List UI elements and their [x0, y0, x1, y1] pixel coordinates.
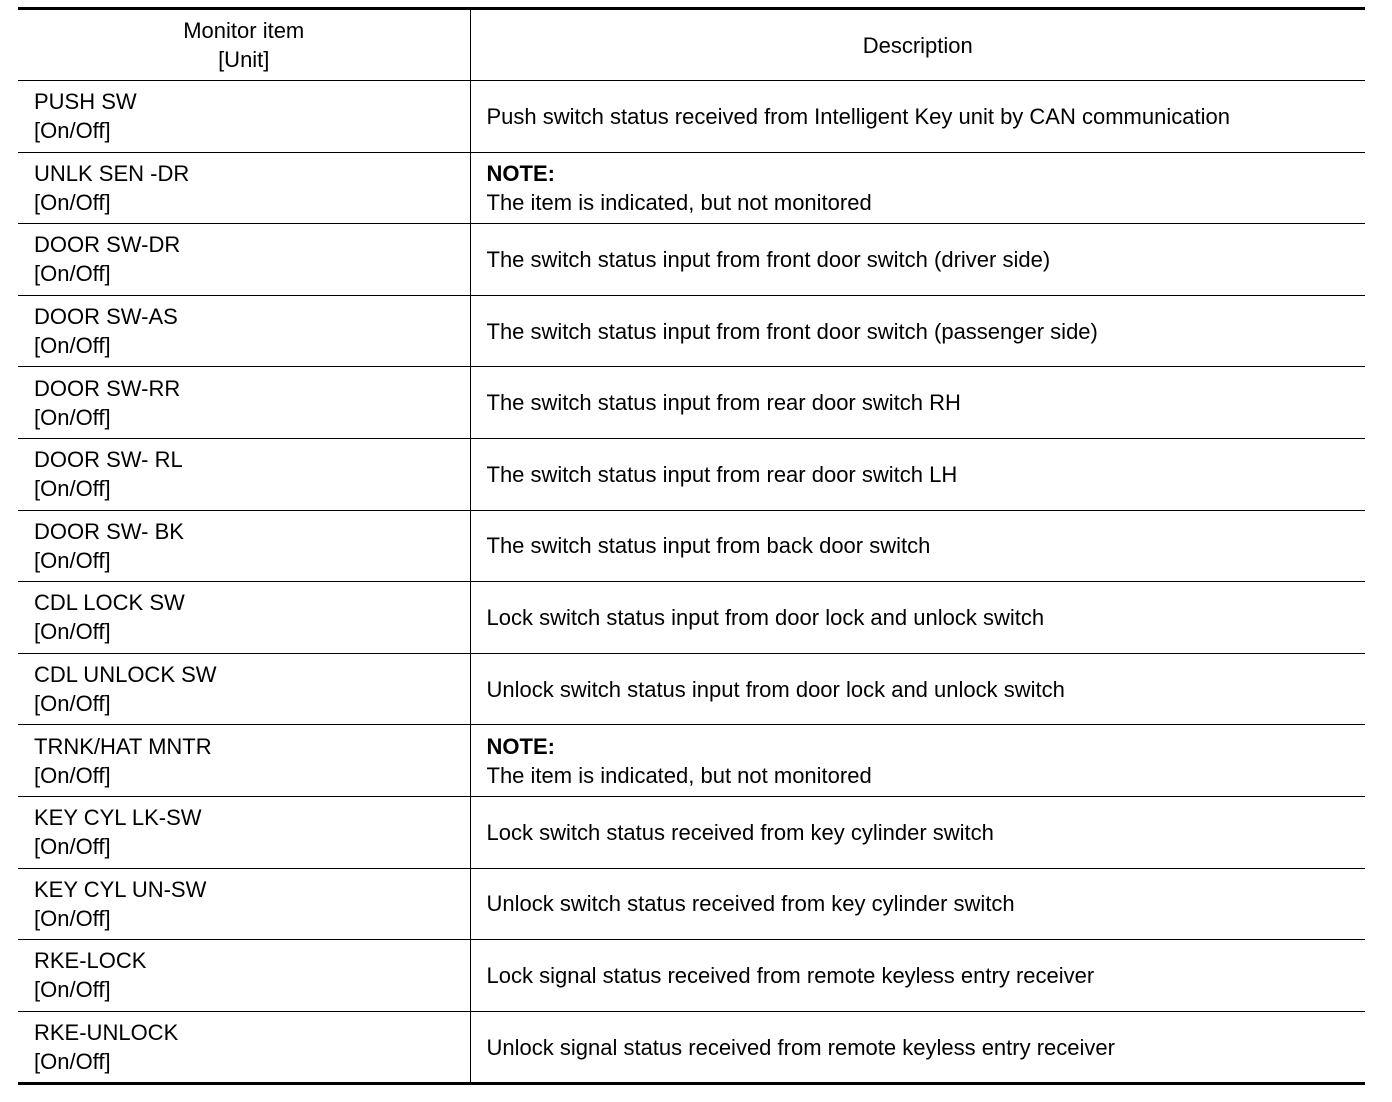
- table-row: [18, 796, 1365, 868]
- monitor-item-unit: [On/Off]: [34, 476, 111, 502]
- header-description-label: Description: [862, 32, 973, 58]
- monitor-item-unit: [On/Off]: [34, 189, 111, 215]
- monitor-item-name: DOOR SW-RR: [34, 375, 181, 401]
- description-text: The switch status input from front door switch (driver side): [486, 246, 1051, 272]
- description-cell: [470, 510, 1365, 582]
- monitor-item-name: RKE-LOCK: [34, 948, 147, 974]
- header-row: [18, 9, 1365, 81]
- description-cell: [470, 796, 1365, 868]
- description-text: The item is indicated, but not monitored: [486, 189, 872, 215]
- monitor-item-name: RKE-UNLOCK: [34, 1020, 179, 1046]
- monitor-item-cell: [18, 224, 470, 296]
- description-text: The item is indicated, but not monitored: [486, 762, 872, 788]
- table-row: [18, 868, 1365, 940]
- description-cell: [470, 868, 1365, 940]
- monitor-item-name: CDL UNLOCK SW: [34, 662, 217, 688]
- monitor-item-cell: [18, 510, 470, 582]
- monitor-item-cell: [18, 295, 470, 367]
- description-cell: [470, 940, 1365, 1012]
- monitor-item-name: CDL LOCK SW: [34, 590, 185, 616]
- monitor-item-unit: [On/Off]: [34, 118, 111, 144]
- description-text: Lock switch status received from key cylinder switch: [486, 819, 994, 845]
- monitor-item-name: TRNK/HAT MNTR: [34, 733, 212, 759]
- monitor-item-unit: [On/Off]: [34, 977, 111, 1003]
- description-cell: [470, 1011, 1365, 1084]
- monitor-item-cell: [18, 653, 470, 725]
- monitor-item-unit: [On/Off]: [34, 261, 111, 287]
- table-row: [18, 725, 1365, 797]
- table-row: [18, 295, 1365, 367]
- table-row: [18, 224, 1365, 296]
- description-cell: [470, 725, 1365, 797]
- description-text: The switch status input from rear door switch RH: [486, 390, 961, 416]
- header-unit-label: [Unit]: [218, 47, 270, 72]
- monitor-item-unit: [On/Off]: [34, 547, 111, 573]
- description-cell: [470, 152, 1365, 224]
- monitor-item-unit: [On/Off]: [34, 333, 111, 359]
- description-text: Unlock switch status received from key cylinder switch: [486, 891, 1015, 917]
- monitor-item-unit: [On/Off]: [34, 905, 111, 931]
- monitor-item-cell: [18, 367, 470, 439]
- monitor-item-unit: [On/Off]: [34, 1049, 111, 1075]
- description-cell: [470, 438, 1365, 510]
- monitor-item-name: DOOR SW-AS: [34, 304, 178, 330]
- monitor-item-name: DOOR SW- BK: [34, 518, 184, 544]
- monitor-item-cell: [18, 582, 470, 654]
- description-cell: [470, 653, 1365, 725]
- header-description: [470, 9, 1365, 81]
- table-header: [18, 9, 1365, 81]
- table-body: [18, 81, 1365, 1084]
- description-cell: [470, 81, 1365, 153]
- description-cell: [470, 367, 1365, 439]
- monitor-item-cell: [18, 796, 470, 868]
- monitor-item-cell: [18, 1011, 470, 1084]
- description-cell: [470, 295, 1365, 367]
- monitor-item-unit: [On/Off]: [34, 834, 111, 860]
- monitor-item-name: KEY CYL LK-SW: [34, 805, 202, 831]
- monitor-item-cell: [18, 868, 470, 940]
- header-monitor-item: [18, 9, 470, 81]
- table-row: [18, 81, 1365, 153]
- table-row: [18, 510, 1365, 582]
- monitor-item-cell: [18, 940, 470, 1012]
- monitor-item-cell: [18, 81, 470, 153]
- table-row: [18, 1011, 1365, 1084]
- table-row: [18, 438, 1365, 510]
- monitor-item-cell: [18, 152, 470, 224]
- header-item-label: Monitor item: [183, 18, 305, 43]
- monitor-item-unit: [On/Off]: [34, 691, 111, 717]
- monitor-item-unit: [On/Off]: [34, 619, 111, 645]
- note-label: NOTE:: [486, 160, 555, 186]
- monitor-item-name: KEY CYL UN-SW: [34, 876, 207, 902]
- monitor-item-name: PUSH SW: [34, 89, 137, 115]
- monitor-item-cell: [18, 725, 470, 797]
- table-row: [18, 940, 1365, 1012]
- description-text: Lock switch status input from door lock and unlock switch: [486, 604, 1045, 630]
- description-text: The switch status input from back door switch: [486, 533, 931, 559]
- description-text: Unlock signal status received from remote keyless entry receiver: [486, 1034, 1115, 1060]
- monitor-item-name: UNLK SEN -DR: [34, 160, 190, 186]
- table-row: [18, 653, 1365, 725]
- description-text: The switch status input from rear door switch LH: [486, 461, 958, 487]
- note-label: NOTE:: [486, 733, 555, 759]
- description-text: The switch status input from front door switch (passenger side): [486, 318, 1098, 344]
- description-cell: [470, 582, 1365, 654]
- table-row: [18, 152, 1365, 224]
- monitor-item-cell: [18, 438, 470, 510]
- table-row: [18, 367, 1365, 439]
- description-text: Unlock switch status input from door lock and unlock switch: [486, 676, 1065, 702]
- description-text: Push switch status received from Intelligent Key unit by CAN communication: [486, 103, 1230, 129]
- monitor-item-unit: [On/Off]: [34, 404, 111, 430]
- monitor-item-name: DOOR SW-DR: [34, 232, 181, 258]
- description-cell: [470, 224, 1365, 296]
- monitor-item-table: [18, 7, 1365, 1085]
- table-row: [18, 582, 1365, 654]
- monitor-item-unit: [On/Off]: [34, 762, 111, 788]
- description-text: Lock signal status received from remote keyless entry receiver: [486, 962, 1095, 988]
- monitor-item-name: DOOR SW- RL: [34, 447, 183, 473]
